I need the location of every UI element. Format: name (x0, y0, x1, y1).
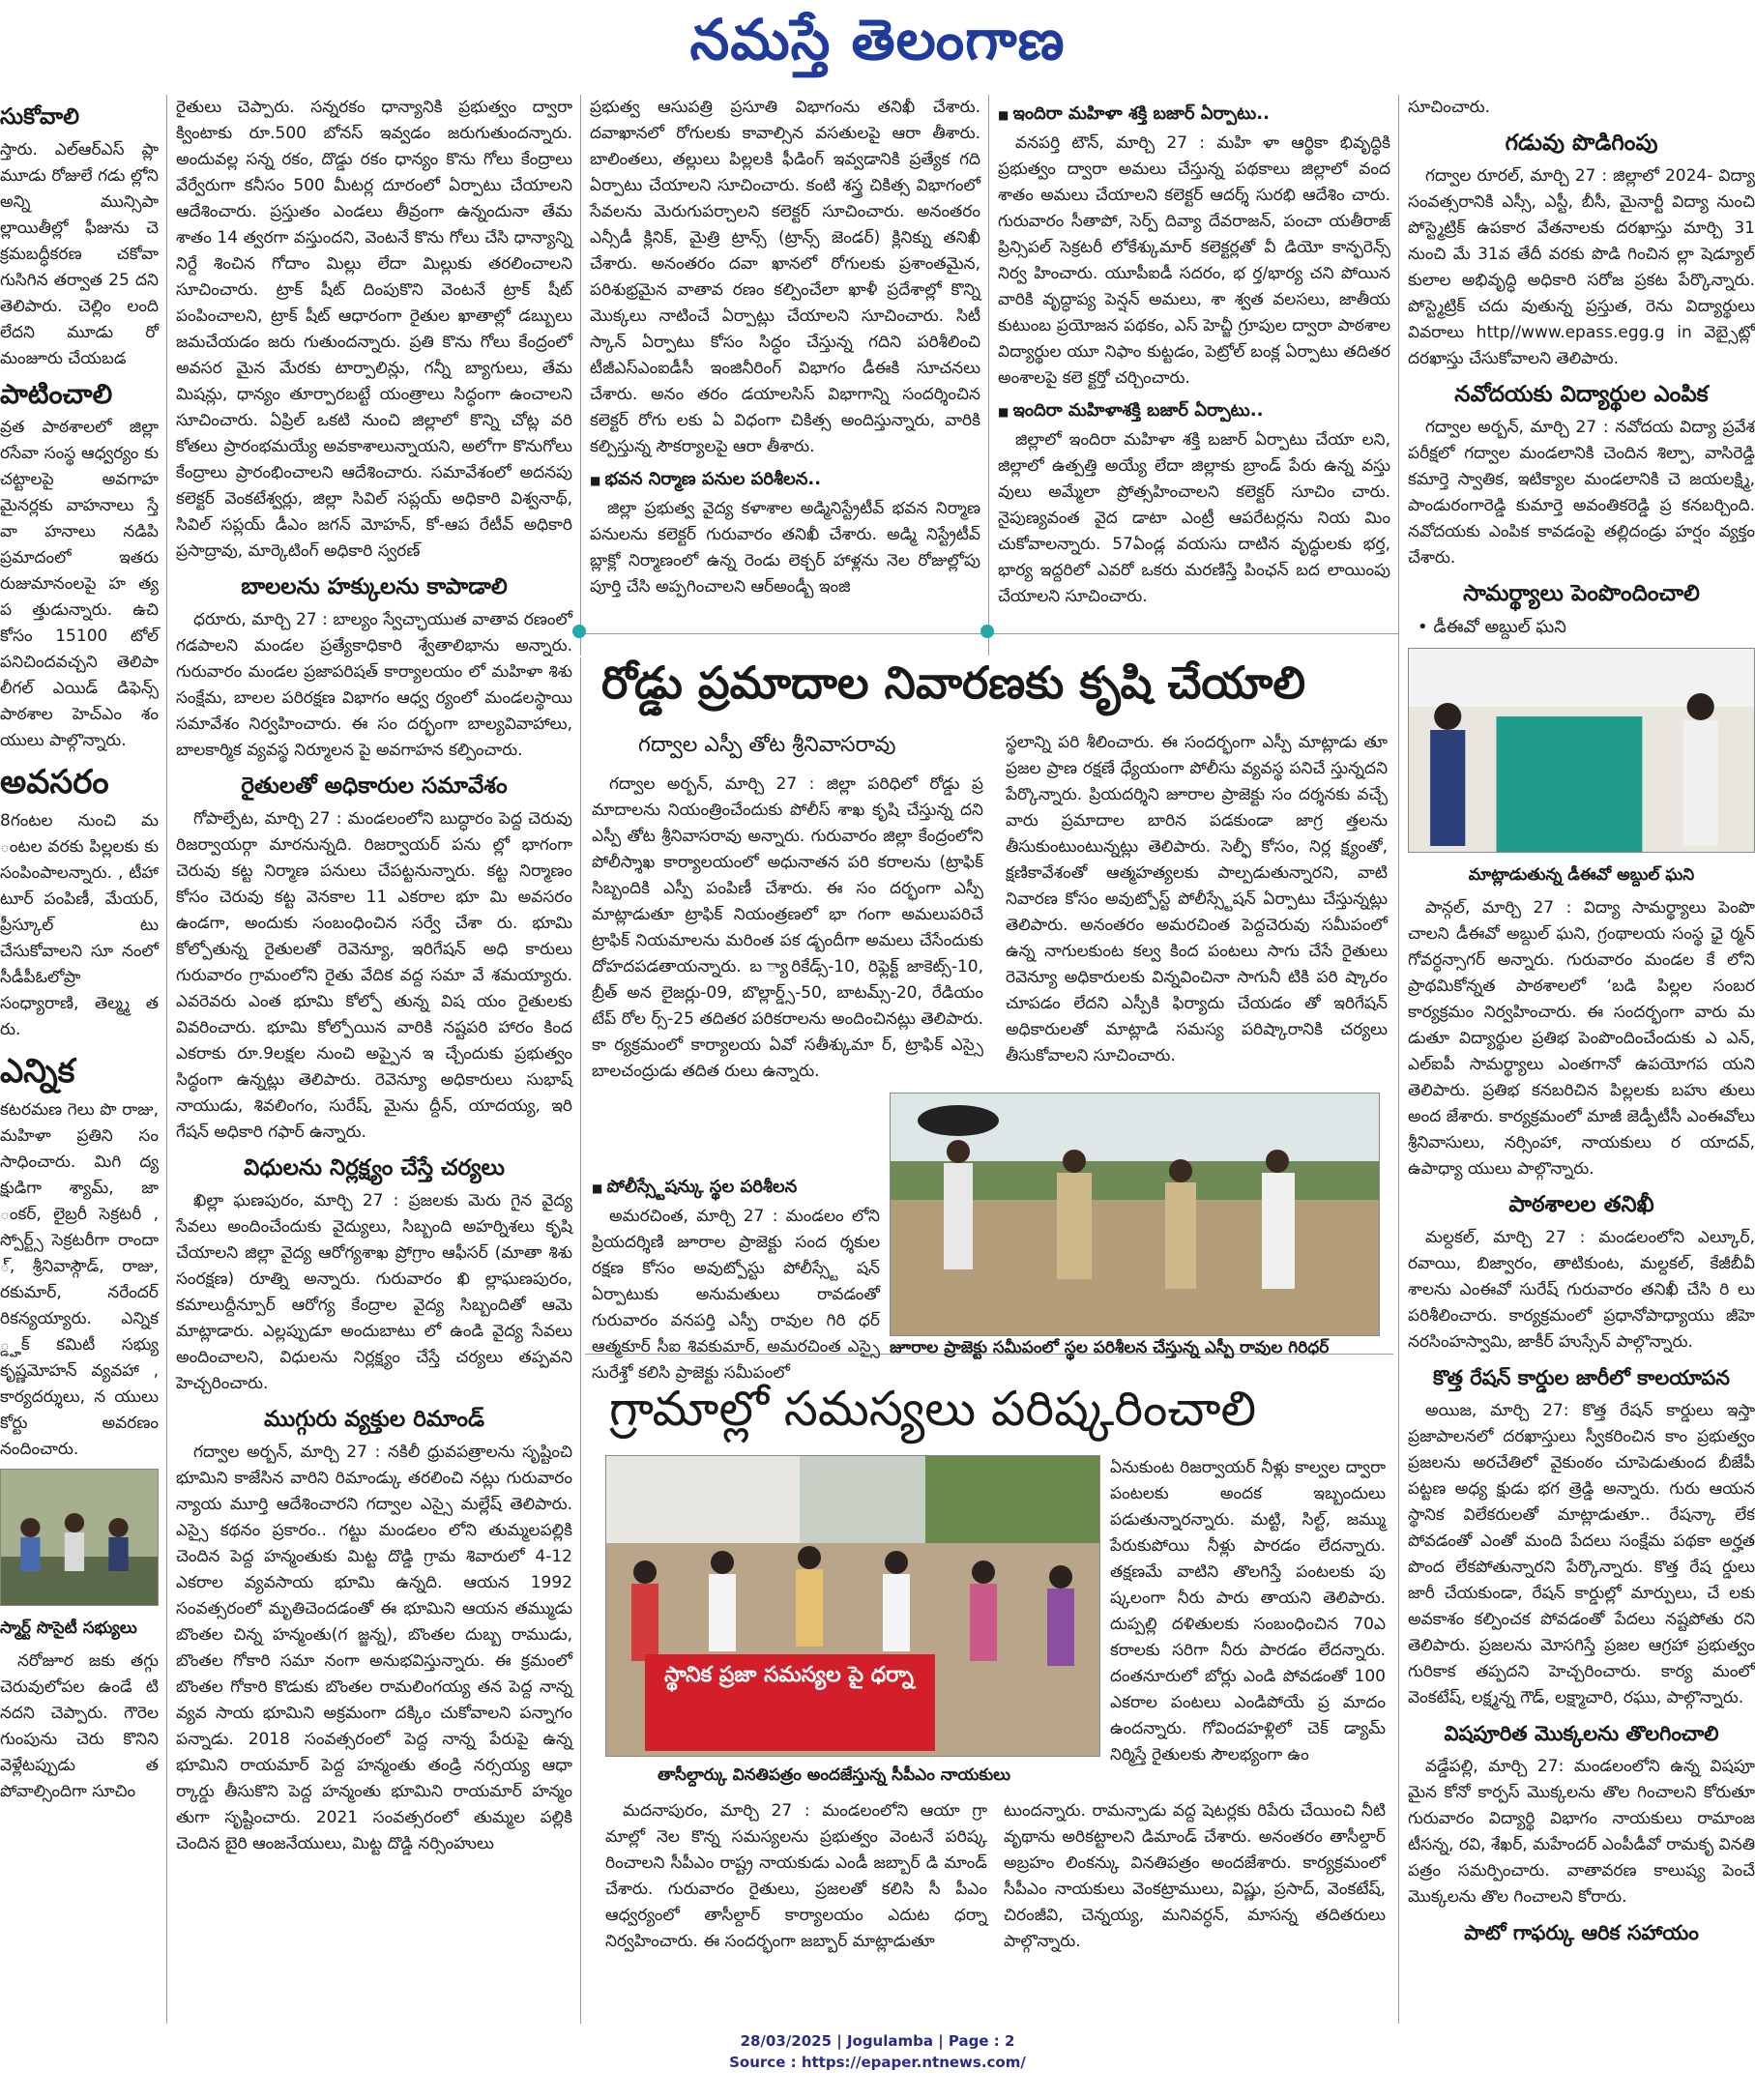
article-body: ఖిల్లా ఘణపురం, మార్చి 27 : ప్రజలకు మెరు గైన వైద్య సేవలు అందించేందుకు వైద్యులు, సిబ్బంది అహర్నిశలు కృషి చేయాలని జిల్లా వైద్య ఆరోగ్యశాఖ ప్రోగ్రాం ఆఫీసర్ (మాతా శిశు సంరక్షణ) రూత్ని అన్నారు. గురువారం ఖి ల్లాఘణపురం, కమాలుద్దీన్పూర్ ఆరోగ్య కేంద్రాల వైద్య సిబ్బందితో ఆమె మాట్లాడారు. ఎల్లప్పుడూ అందుబాటు లో ఉండి వైద్య సేవలు అందించాలని, విధులను నిర్లక్ష్యం చేస్తే చర్యలు తప్పవని హెచ్చరించారు. (176, 1191, 572, 1393)
column-6 (1408, 95, 1755, 2024)
column-1 (0, 95, 159, 2028)
edition-info: 28/03/2025 | Jogulamba | Page : 2 (740, 2032, 1015, 2050)
newspaper-logo: నమస్తే తెలంగాణ (689, 6, 1066, 73)
article-subheading: ■ భవన నిర్మాణ పనుల పరిశీలన.. (590, 466, 980, 494)
lead-body-right (1006, 730, 1388, 1088)
photo-site-inspection-icon (891, 1094, 1379, 1335)
photo (1408, 648, 1755, 853)
lead-body-bottom-left (592, 1168, 880, 1383)
article-body: జిల్లా ప్రభుత్వ వైద్య కళాశాల అడ్మినిస్ట్రేటీవ్ భవన నిర్మాణ పనులను కలెక్టర్ గురువారం తనిఖీ చేశారు. అడ్మి నిస్ట్రేటీవ్ బ్లాక్లో నిర్మాణంలో ఉన్న రెండు లెక్చర్ హాళ్లను నెల రోజుల్లోపు పూర్తి చేసి అప్పగించాలని ఆర్అండ్బీ ఇంజి (590, 499, 980, 597)
article-body: అయిజ, మార్చి 27: కొత్త రేషన్ కార్డులు ఇస్తా ప్రజాపాలనలో దరఖాస్తులు స్వీకరించిన కాం ప్రభుత్వం ప్రజలను అరచేతిలో వైకుంఠం చూపెడుతుంద బీజేపీ పట్టణ అధ్య క్షుడు భగ త్రెడ్డి అన్నారు. గురు ఆయన స్థానిక విలేకరులతో మాట్లాడుతూ.. రేషన్కా లేక పోవడంతో ఎంతో మంది పేదలు సంక్షేమ పథకా అర్హత పొంద లేకపోతున్నారని పేర్కొన్నారు. కొత్త రేష ర్డులు జారీ చేయకుండా, రేషన్ కార్డుల్లో మార్పులు, చే లకు అవకాశం కల్పించక పోవడంతో పేదలు నష్టపోతు రని తెలిపారు. ప్రజలను మోసగిస్తే ప్రజల ఆగ్రహా ప్రభుత్వం గురికాక తప్పదని హెచ్చరించారు. కార్య మంలో వెంకటేష్, లక్ష్మన్న గౌడ్, లక్ష్మాచారి, రఘు, పాల్గొన్నారు. (1408, 1401, 1755, 1707)
article-body: గద్వాల అర్బన్, మార్చి 27 : నకిలీ ధ్రువపత్రాలను సృష్టించి భూమిని కాజేసిన వారిని రిమాండ్కు తరలించి నట్లు గురువారం న్యాయ మూర్తి ఆదేశించారని గద్వాల ఎస్సై మల్లేష్ తెలిపారు. ఎస్సై కథనం ప్రకారం.. గట్టు మండలం లోని తుమ్మలపల్లికి చెందిన పెద్ద హన్మంతుకు మిట్ట దొడ్డి గ్రామ శివారులో 4-12 ఎకరాల వ్యవసాయ భూమి ఉన్నది. ఆయన 1992 సంవత్సరంలో మృతిచెందడంతో ఈ భూమిని ఆయన తమ్ముడు బొంతల చిన్న హన్మంతు(గ జ్జన్న), బొంతల దుబ్బ రాముడు, బొంతల గోకారి సమా నంగా అనుభవిస్తున్నారు. ఈ క్రమంలో బొంతల గోకారి కొడుకు బొంతల రామలింగయ్య తన పెద్ద నాన్న వ్యవ సాయ భూమిని అక్రమంగా దక్కిం చుకోవాలని పన్నాగం పన్నాడు. 2018 సంవత్సరంలో పెద్ద నాన్న పేరుపై ఉన్న భూమిని రాయమార్ పెద్ద హన్మంతు తండ్రి నర్సయ్య ఆధా ర్కార్డు తీసుకొని పెద్ద హన్మంతు భూమిని రాయమార్ హన్మం తుగా సృష్టించారు. 2021 సంవత్సరంలో తుమ్మల పల్లికి చెందిన బైరి ఆంజనేయులు, మిట్ట దొడ్డి నర్సింహులు (176, 1443, 572, 1853)
lead-headline: రోడ్డు ప్రమాదాల నివారణకు కృషి చేయాలి (601, 656, 1306, 709)
article-subheading: ■ ఇందిరా మహిళా శక్తి బజార్ ఏర్పాటు.. (998, 101, 1390, 129)
article-body: ఏనుకుంట రిజర్వాయర్ నీళ్లు కాల్వల ద్వారా పంటలకు అందక ఇబ్బందులు పడుతున్నారన్నారు. మట్టి, సిల్ట్, జమ్ము పేరుకుపోయి నీళ్లు పారడం లేదన్నారు. తక్షణమే వాటిని తొలగిస్తే పంటలకు పు ష్కలంగా నీరు పారు తాయని తెలిపారు. దుప్పల్లి దళితులకు సంబంధించిన 70ఎ కరాలకు సరిగా నీరు పారడం లేదన్నారు. దంతనూరులో బోర్లు ఎండి పోవడంతో 100 ఎకరాల పంటలు ఎండిపోయే ప్ర మాదం ఉందన్నారు. గోవిందహళ్లిలో చెక్ డ్యామ్ నిర్మిస్తే రైతులకు సౌలభ్యంగా ఉం (1110, 1458, 1386, 1765)
article-heading: పాటో గాఫర్కు ఆరిక సహాయం (1464, 1920, 1699, 1944)
article-heading: ఎన్నిక (0, 1052, 75, 1091)
article-body: స్థలాన్ని పరి శీలించారు. ఈ సందర్భంగా ఎస్పీ మాట్లాడు తూ ప్రజల ప్రాణ రక్షణే ధ్యేయంగా పోలీసు వ్యవస్థ పనిచే స్తున్నదని పేర్కొన్నారు. ప్రియదర్శిని జూరాల ప్రాజెక్టు సం దర్శనకు వచ్చే వారు ప్రమాదాల బారిన పడకుండా జాగ్ర త్తలను తీసుకుంటుంటున్నట్లు తెలిపారు. సెల్ఫీ కోసం, నిర్ల క్ష్యంతో, క్షణికావేశంతో ఆత్మహత్యలకు పాల్పడుతున్నారని, వాటి నివారణ కోసం అవుట్పోస్ట్ పోలీస్స్టేషన్ ఏర్పాటు చేస్తున్నట్లు తెలిపారు. అనంతరం అమరచింత పెద్దచెరువు సమీపంలో ఉన్న నాగులకుంట కల్వ కింద పంటలు సాగు చేసే రైతులు రెవెన్యూ అధికారులకు విన్నవించినా సాగునీ టికి పరి ష్కారం చూపడం లేదని ఎస్పీకి ఫిర్యాదు చేయడం తో ఇరిగేషన్ అధికారులతో మాట్లాడి సమస్య పరిష్కారానికి చర్యలు తీసుకోవాలని సూచించారు. (1006, 733, 1388, 1065)
village-headline: గ్రామాల్లో సమస్యలు పరిష్కరించాలి (609, 1381, 1257, 1437)
article-body: గద్వాల అర్బన్, మార్చి 27 : జిల్లా పరిధిలో రోడ్డు ప్ర మాదాలను నియంత్రించేందుకు పోలీస్ శాఖ కృషి చేస్తున్న దని ఎస్పీ తోట శ్రీనివాసరావు అన్నారు. గురువారం జిల్లా కేంద్రంలోని పోలీస్శాఖ కార్యాలయంలో అధునాతన పరి కరాలను (ట్రాఫిక్ సిబ్బందికి ఎస్పీ పంపిణీ చేశారు. ఈ సం దర్భంగా ఎస్పీ మాట్లాడుతూ ట్రాఫిక్ నియంత్రణలో భా గంగా అమలుపరిచే ట్రాఫిక్ నియమాలను మరింత పక డ్బందీగా అమలు చేసేందుకు దోహదపడతాయన్నారు. బ ్యారికేడ్స్-10, రిఫ్లెక్ట్ జాకెట్స్-10, బ్రీత్ అన లైజర్లు-09, బొల్లార్డ్స్-50, బాటమ్స్-20, రేడియం టేప్ రోల ర్స్-25 తదితర పరికరాలను అందించినట్లు తెలిపారు. కా ర్యక్రమంలో కార్యాలయ ఏవో సతీశ్కుమా ర్, ట్రాఫిక్ ఎస్సై బాలచంద్రుడు తదిత రులు ఉన్నారు. (592, 774, 983, 1081)
lead-byline: గద్వాల ఎస్పీ తోట శ్రీనివాసరావు (638, 733, 896, 757)
column-3 (590, 95, 980, 622)
village-photo-caption: తాసీల్దార్కు వినతిపత్రం అందజేస్తున్న సీపీఎం నాయకులు (658, 1765, 1011, 1785)
photo-people-icon (1, 1470, 158, 1605)
column-rule (1398, 95, 1399, 2024)
article-heading: విషపూరిత మొక్కలను తొలగించాలి (1444, 1721, 1719, 1745)
article-heading: ముగ్గురు వ్యక్తుల రిమాండ్ (264, 1406, 484, 1432)
column-rule (580, 657, 581, 2024)
village-body-right (1110, 1455, 1386, 1774)
article-body: నరోజూర జకు తగ్గు చెరువులోపల ఉండే టి నదని చెప్పారు. గౌరెల గుంపును చెరు కొనిని వెళ్లేటప్పుడు త పోవాల్సిందిగా సూచిం (0, 1651, 159, 1801)
article-heading: కొత్త రేషన్ కార్డుల జారీలో కాలయాపన (1432, 1365, 1731, 1389)
protest-banner-text: స్థానిక ప్రజా సమస్యల పై ధర్నా (664, 1663, 914, 1687)
article-heading: బాలలను హక్కులను కాపాడాలి (241, 573, 508, 599)
lead-photo (890, 1093, 1380, 1336)
photo-speech-icon (1409, 649, 1754, 852)
column-4 (998, 95, 1390, 622)
article-heading: సామర్థ్యాలు పెంపొందించాలి (1463, 580, 1700, 606)
source-link[interactable]: Source : https://epaper.ntnews.com/ (729, 2054, 1026, 2071)
article-body: పాన్గల్, మార్చి 27 : విద్యా సామర్థ్యాలు పెంపొ చాలని డీఈవో అబ్దుల్ ఘని, గ్రంథాలయ సంస్థ ఛై ర్మన్ గోవర్ధన్సాగర్ అన్నారు. గురువారం మండల కే లోని ప్రాథమికోన్నత పాఠశాలలో ‘బడి పిల్లల సంబర కార్యక్రమం నిర్వహించారు. ఈ సందర్భంగా వారు మ డుతూ విద్యార్థుల ప్రతిభ పెంపొందించేందుకు ఎ ఎన్, ఎల్ఐపీ సామర్థ్యాలు ఎంతగానో ఉపయోగప యని తెలిపారు. ప్రతిభ కనబరిచిన పిల్లలకు బహు తులు అంద జేశారు. కార్యక్రమంలో మాజీ జెడ్పీటీసీ ఎంఈవోలు శ్రీనివాసులు, నర్సింహా, నాయకులు ర యాదవ్, ఉపాధ్యా యులు పాల్గొన్నారు. (1408, 898, 1755, 1179)
column-2 (176, 95, 572, 2024)
article-body: గద్వాల రూరల్, మార్చి 27 : జిల్లాలో 2024- విద్యా సంవత్సరానికి ఎస్సీ, ఎస్టీ, బీసీ, మైనార్టీ విద్యా నుంచి పోస్ట్మెట్రిక్ ఉపకార వేతనాలకు దరఖాస్తు మార్చి 31 నుంచి మే 31వ తేదీ వరకు పొడి గించిన ల్లా షెడ్యూల్ కులాల అభివృద్ధి అధికారి సరోజ ప్రకట పేర్కొన్నారు. పోస్ట్మెట్రిక్ చదు వుతున్న ప్రస్తుత, రెను విద్యార్థులు వివరాలు http//www.epass.egg.g in వెబ్సైట్లో దరఖాస్తు చేసుకోవాలని తెలిపారు. (1408, 166, 1755, 368)
photo-protest-icon (606, 1456, 1099, 1756)
photo (0, 1469, 159, 1606)
article-body: మదనాపురం, మార్చి 27 : మండలంలోని ఆయా గ్రా మాల్లో నెల కొన్న సమస్యలను ప్రభుత్వం వెంటనే పరిష్క రించాలని సీపీఎం రాష్ట్ర నాయకుడు ఎండీ జబ్బార్ డి మాండ్ చేశారు. గురువారం రైతులు, ప్రజలతో కలిసి సీ పీఎం ఆధ్వర్యంలో తాసీల్దార్ కార్యాలయం ఎదుట ధర్నా నిర్వహించారు. ఈ సందర్భంగా జబ్బార్ మాట్లాడుతూ (605, 1801, 987, 1951)
article-body: ప్రభుత్వ ఆసుపత్రి ప్రసూతి విభాగంను తనిఖీ చేశారు. దవాఖానలో రోగులకు కావాల్సిన వసతులపై ఆరా తీశారు. బాలింతలు, తల్లులు పిల్లలకి ఫీడింగ్ ఇవ్వడానికి ప్రత్యేక గది ఏర్పాటు చేయాలని సూచించారు. కంటి శస్త్ర చికిత్స విభాగంలో సేవలను మెరుగుపర్చాలని కలెక్టర్ సూచించారు. అనంతరం ఎన్సీడీ క్లినిక్, మైత్రి ట్రాన్స్ (ట్రాన్స్ జెండర్) క్లినిక్ను తనిఖీ చేశారు. అనంతరం దవా ఖానలో రోగులకు ప్రశాంతమైన, పరిశుభ్రమైన వాతావ రణం కల్పించేలా ఖాళీ ప్రదేశాల్లో కొన్ని మొక్కలు నాటించే ఏర్పాట్లు చేయాలని సూచించారు. సిటీ స్కాన్ ఏర్పాటు కోసం సిద్ధం చేస్తున్న గదిని పరిశీలించి టీజీఎస్ఎంఐడీసీ ఇంజినీరింగ్ విభాగం డీఈకి సూచనలు చేశారు. అనం తరం డయాలసిస్ విభాగాన్ని సందర్శించిన కలెక్టర్ రోగు లకు ఏ విధంగా చికిత్స అందిస్తున్నారు, వారికి కల్పిస్తున్న సౌకర్యాలపై ఆరా తీశారు. (590, 98, 980, 456)
village-body-bottom-right (1004, 1798, 1386, 1992)
article-body: ధరూరు, మార్చి 27 : బాల్యం స్వేచ్ఛాయుత వాతావ రణంలో గడపాలని మండల ప్రత్యేకాధికారి శ్వేతాలిభాను అన్నారు. గురువారం మండల ప్రజాపరిషత్ కార్యాలయం లో మహిళా శిశు సంక్షేమ, బాలల పరిరక్షణ విభాగం ఆధ్వ ర్యంలో మండలస్థాయి సమావేశం నిర్వహించారు. ఈ సం దర్భంగా బాల్యవివాహాలు, బాలకార్మిక వ్యవస్థ నిర్మూలన పై అవగాహన కల్పించారు. (176, 610, 572, 760)
article-subheading: ■ పోలీస్స్టేషన్కు స్థల పరిశీలన (592, 1174, 880, 1202)
article-body: గద్వాల అర్బన్, మార్చి 27 : నవోదయ విద్యా ప్రవేశ పరీక్షలో గద్వాల మండలానికి చెందిన శిల్పా, వాసిరెడ్డి కమార్తె స్వాతిక, ఇటిక్యాల మండలానికి చె జయలక్ష్మి, పాండురంగారెడ్డి కుమార్తె అవంతికరెడ్డి ప్ర కనబర్చింది. నవోదయకు ఎంపిక కావడంపై తల్లిదండ్రు హర్షం వ్యక్తం చేశారు. (1408, 418, 1755, 568)
article-byline: • డీఈవో అబ్దుల్ ఘని (1418, 617, 1566, 637)
village-body-bottom-left (605, 1798, 987, 1992)
article-body: గోపాల్పేట, మార్చి 27 : మండలంలోని బుద్ధారం పెద్ద చెరువు రిజర్వాయర్గా మారనున్నది. రిజర్వాయర్ పను ల్లో భాగంగా చెరువు కట్ట నిర్మాణ పనులు చేపట్టనున్నారు. కట్ట నిర్మాణం కోసం చెరువు కట్ట వెనకాల 11 ఎకరాల భూ మి అవసరం ఉండగా, అందుకు సంబంధించిన సర్వే చేశా రు. భూమి కోల్పోతున్న రైతులతో రెవెన్యూ, ఇరిగేషన్ అధి కారులు గురువారం గ్రామంలోని రైతు వేదిక వద్ద సమా వే శమయ్యారు. ఎవరెవరు ఎంత భూమి కోల్పో తున్న విష యం రైతులకు వివరించారు. భూమి కోల్పోయిన వారికి నష్టపరి హారం కింద ఎకరాకు రూ.9లక్షల నుంచి అప్పైన ఇ చ్చేందుకు ప్రభుత్వం సిద్ధంగా ఉన్నట్లు తెలిపారు. రెవెన్యూ అధికారులు సుభాష్ నాయుడు, శివలింగం, సురేష్, మైను ద్దీన్, యాదయ్య, ఇరి గేషన్ అధికారి గఫార్ ఉన్నారు. (176, 809, 572, 1142)
article-heading: సుకోవాలి (0, 103, 79, 130)
article-heading: గడువు పొడిగింపు (1505, 130, 1658, 156)
article-body: టుందన్నారు. రామన్పాడు వద్ద షెటర్లకు రిపేరు చేయించి నీటి వృథాను అరికట్టాలని డిమాండ్ చేశారు. అనంతరం తాసీల్దార్ అబ్రహం లింకన్కు వినతిపత్రం అందజేశారు. కార్యక్రమంలో సీపీఎం నాయకులు వెంకట్రాములు, విష్ణు, ప్రసాద్, వెంకటేష్, చిరంజీవి, చెన్నయ్య, మనివర్ధన్, మాసన్న తదితరులు పాల్గొన్నారు. (1004, 1801, 1386, 1951)
byline-text: డీఈవో అబ్దుల్ ఘని (1433, 617, 1566, 637)
article-heading: అవసరం (0, 763, 109, 802)
column-rule (988, 95, 989, 656)
article-body: కటరమణ గెలు పొ రాజు, మహిళా ప్రతిని సం సాధించారు. మిగి ద్య క్షుడిగా శ్యామ్, జా ంకర్, లైబ్రరీ సెక్రటరీ , స్పోర్ట్స్ సెక్రటరీగా రాందా ్, శ్రీనివాస్గౌడ్, రాజు, రకుమార్, నరేందర్ రికన్యయ్యారు. ఎన్నిక ్డ్హక్ కమిటీ సభ్యు కృష్ణమోహన్ వ్యవహా , కార్యదర్శులు, న యులు కోర్టు అవరణం నందించారు. (0, 1100, 159, 1459)
article-body: వనపర్తి టౌన్, మార్చి 27 : మహి ళా ఆర్థికా భివృద్ధికి ప్రభుత్వం ద్వారా అమలు చేస్తున్న పథకాలు జిల్లాలో వంద శాతం అమలు చేయాలని కలెక్టర్ ఆదర్శ్ సురభి ఆదేశిం చారు. గురువారం సీతాపో, సెర్ప్ దివ్యా దేవరాజన్, పంచా యతీరాజ్ ప్రిన్సిపల్ సెక్రటరీ లోకేశ్కుమార్ కలెక్టర్లతో వీ డియో కాన్ఫరెన్స్ నిర్వ హించారు. యూపీఐడీ సదరం, భ ర్త/భార్య చని పోయిన వారికి వృద్ధాప్య పెన్షన్ అమలు, శా శ్వత వలసలు, జాతీయ కుటుంబ ప్రయోజన పథకం, ఎస్ హెచ్జీ గ్రూపుల ద్వారా పాఠశాల విద్యార్థుల యూ నిఫాం కుట్టడం, పెట్రోల్ బంక్ల ఏర్పాటు తదితర అంశాలపై కలె క్టర్తో చర్చించారు. (998, 133, 1390, 388)
village-photo (605, 1455, 1100, 1757)
lead-photo-caption: జూరాల ప్రాజెక్టు సమీపంలో స్థల పరిశీలన చేస్తున్న ఎస్పీ రావుల గిరిధర్ (890, 1338, 1330, 1357)
article-body: వ్రత పాఠశాలలో జిల్లా రసేవా సంస్థ ఆధ్వర్యం కు చట్టాలపై అవగాహ మైనర్లకు వాహనాలు స్తే వా హనాలు నడిపి ప్రమాదంలో ఇతరు రుజుమానంలపై హ త్య ప త్తుడున్నారు. ఉచి కోసం 15100 టోల్ పనిచిందవచ్చని తెలిపా లీగల్ ఎయిడ్ డిఫెన్స్ పాఠశాల హెచ్ఎం శం యులు పాల్గొన్నారు. (0, 418, 159, 750)
article-heading: పాటించాలి (0, 378, 113, 410)
column-rule (166, 95, 167, 2024)
article-heading: పాఠశాలల తనిఖీ (1508, 1191, 1654, 1217)
photo-caption: స్మార్ట్ సొసైటీ సభ్యులు (0, 1619, 137, 1638)
article-body: సూచించారు. (1408, 98, 1491, 117)
article-body: రైతులు చెప్పారు. సన్నరకం ధాన్యానికి ప్రభుత్వం ద్వారా క్వింటాకు రూ.500 బోనస్ ఇవ్వడం జరుగుతుందన్నారు. అందువల్ల సన్న రకం, దొడ్డు రకం ధాన్యం కొను గోలు కేంద్రాలు వేర్వేరుగా కనీసం 500 మీటర్ల దూరంలో ఏర్పాటు చేయాలని ఆదేశించారు. ప్రస్తుతం ఎండలు తీవ్రంగా ఉన్నందునా తేమ శాతం 14 త్వరగా వస్తుందని, వెంటనే కొను గోలు చేసి ధాన్యాన్ని నిర్దే శించిన గోదాం మిల్లు లేదా మిల్లుకు తరలించాలని సూచించారు. ట్రాక్ షీట్ దింపుకొని వెంటనే ట్రాక్ షీట్ పంపించాలని, ట్రాక్ షీట్ ఆధారంగా రైతుల ఖాతాల్లో డబ్బులు జమచేయడం జరు గుతుందన్నారు. ప్రతి కొను గోలు కేంద్రంలో అవసర మైన మేరకు టార్పాలిన్లు, గన్నీ బ్యాగులు, తేమ మిషన్లు, ధాన్యం తూర్పారబట్టే యంత్రాలు సిద్ధంగా ఉంచాలని సూచించారు. ఏప్రిల్ ఒకటి నుంచి జిల్లాలో కొన్ని చోట్ల వరి కోతలు ప్రారంభమయ్యే అవకాశాలున్నాయని, అలోగా కొనుగోలు కేంద్రాలు ప్రారంభించాలని ఆదేశించారు. సమావేశంలో అదనపు కలెక్టర్ వెంకటేశ్వర్లు, జిల్లా సివిల్ సప్లయ్ అధికారి విశ్వనాథ్, సివిల్ సప్లయ్ డీఎం జగన్ మోహన్, కో-ఆప రేటీవ్ అధికారి ప్రసాద్రావు, మార్కెటింగ్ అధికారి స్వరణ్ (176, 98, 572, 561)
article-heading: విధులను నిర్లక్ష్యం చేస్తే చర్యలు (244, 1154, 505, 1181)
article-subheading: ■ ఇందిరా మహిళాశక్తి బజార్ ఏర్పాటు.. (998, 397, 1390, 425)
page-footer (0, 2030, 1755, 2073)
article-body: మల్దకల్, మార్చి 27 : మండలంలోని ఎల్కూర్, రవాయి, బిజ్వారం, తాటికుంట, మల్దకల్, కేజీబీవీ శాలను ఎంఈవో సురేష్ గురువారం తనిఖీ చేసి రి లు పరిశీలించారు. కార్యక్రమంలో ప్రధానోపాధ్యాయు జీహె నరసింహస్వామి, జాకీర్ హుస్సేన్ పాల్గొన్నారు. (1408, 1228, 1755, 1352)
photo-caption: మాట్లాడుతున్న డీఈవో అబ్దుల్ ఘని (1468, 865, 1695, 885)
share-icon[interactable] (572, 625, 586, 638)
article-heading: రైతులతో అధికారుల సమావేశం (241, 773, 508, 799)
article-body: వడ్డేపల్లి, మార్చి 27: మండలంలోని ఉన్న విషపూ మైన కోనో కార్పస్ మొక్కలను తొల గించాలని కోరుతూ గురువారం విద్యార్థి విభాగం నాయకులు రామాంజ టీసన్న, రవి, శేఖర్, మహేందర్ ఎంపీడీవో రామకృ వినతి పత్రం సమర్పించారు. వాతావరణ కాలుష్య పెంచే మొక్కలను తొల గించాలని కోరారు. (1408, 1757, 1755, 1907)
article-heading: నవోదయకు విద్యార్థుల ఎంపిక (1454, 381, 1709, 407)
share-icon[interactable] (980, 625, 994, 638)
article-body: జిల్లాలో ఇందిరా మహిళా శక్తి బజార్ ఏర్పాటు చేయా లని, జిల్లాలో ఉత్పత్తి అయ్యే లేదా జిల్లాకు బ్రాండ్ పేరు ఉన్న వస్తు వులు అమ్మేలా ప్రోత్సహించాలని కలెక్టర్ సూచిం చారు. నైపుణ్యవంత వైద డాటా ఎంట్రీ ఆపరేటర్లను నియ మిం చుకోవాలన్నారు. 57ఏండ్ల వయసు దాటిన వృద్ధులకు భర్త, భార్య ఇద్దరిలో ఎవరో ఒకరు మరణిస్తే పింఛన్ బద లాయింపు చేయాలని సూచించారు. (998, 430, 1390, 606)
masthead (0, 0, 1755, 93)
article-body: అమరచింత, మార్చి 27 : మండలం లోని ప్రియదర్శిణి జూరాల ప్రాజెక్టు సంద ర్శకుల రక్షణ కోసం అవుట్పోస్టు పోలీస్స్టే షన్ ఏర్పాటుకు అనుమతులు రావడంతో గురువారం వనపర్తి ఎస్పీ రావుల గిరి ధర్ ఆత్మకూర్ సీఐ శివకుమార్, అమరచింత ఎస్సై సురేశ్తో కలిసి ప్రాజెక్టు సమీపంలో (592, 1207, 880, 1383)
column-rule (580, 95, 581, 656)
article-body: 8గంటల నుంచి మ ంటల వరకు పిల్లలకు కు సంపింపాలన్నారు. , టీహా టూర్ పంపిణీ, మేయర్, ప్రీస్కూల్ టు చేసుకోవాలని సూ నంలో సీడీపీఓలోప్రా సంధ్యారాణి, తెల్మ్మ త రు. (0, 811, 159, 1039)
article-body: స్తారు. ఎల్ఆర్ఎస్ ప్లా మూడు రోజులే గడు ల్లోని అన్ని మున్సిపా ల్లాయితీల్లో ఫీజును చె క్రమబద్ధీకరణ చకోవా గుసిగిన తర్వాత 25 దని తెలిపారు. చెల్లిం లంది లేదని మూడు రో మంజూరు చేయబడ (0, 140, 159, 368)
